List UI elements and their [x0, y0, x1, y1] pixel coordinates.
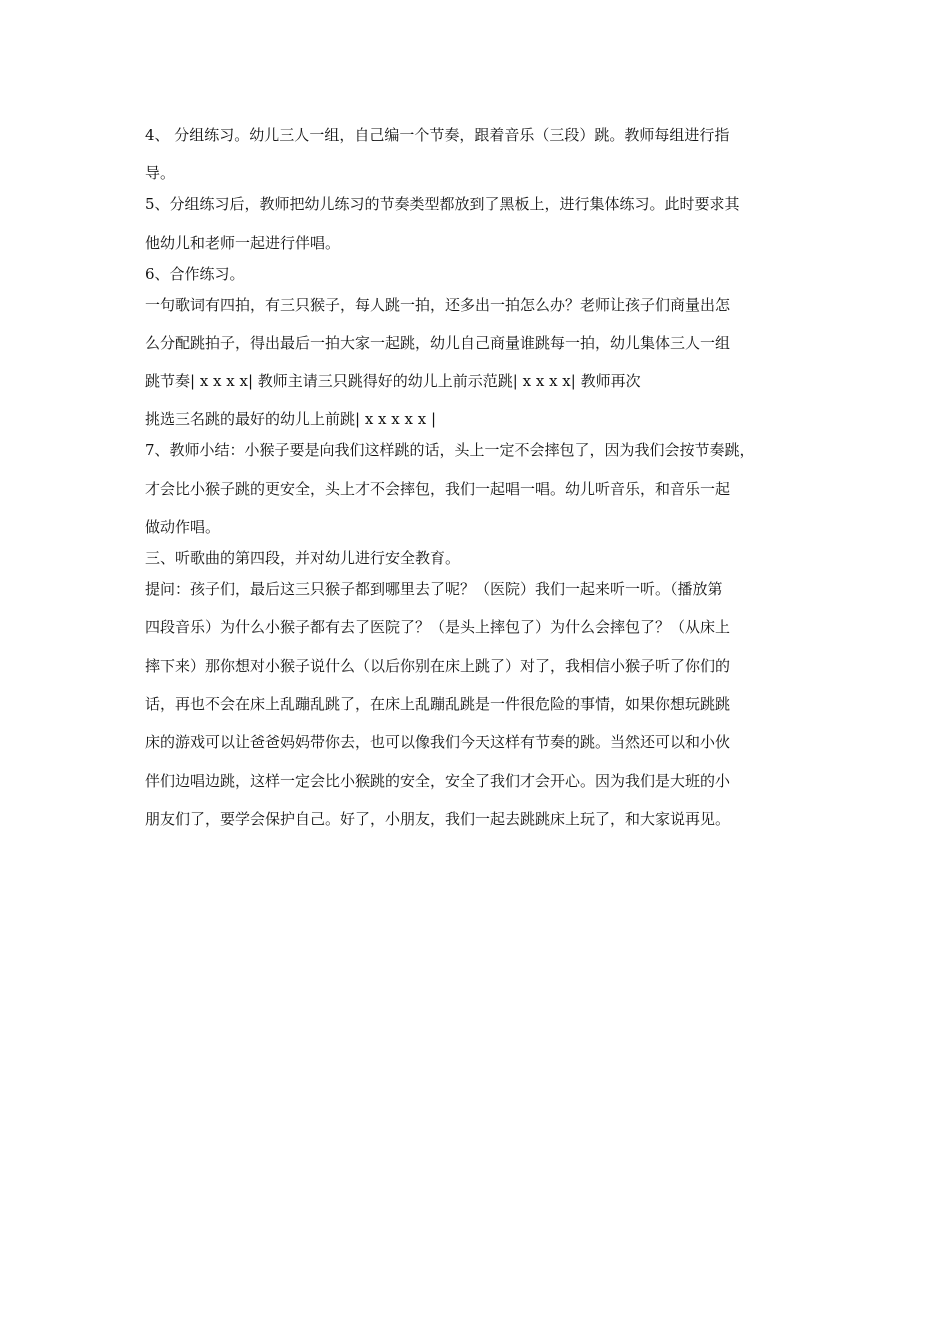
text-line: 床的游戏可以让爸爸妈妈带你去，也可以像我们今天这样有节奏的跳。当然还可以和小伙	[145, 733, 731, 752]
text-line: 话，再也不会在床上乱蹦乱跳了，在床上乱蹦乱跳是一件很危险的事情，如果你想玩跳跳	[145, 694, 731, 713]
text-line: 4、 分组练习。幼儿三人一组，自己编一个节奏，跟着音乐（三段）跳。教师每组进行指	[145, 126, 730, 144]
text-line: 5、分组练习后，教师把幼儿练习的节奏类型都放到了黑板上，进行集体练习。此时要求其	[145, 195, 740, 214]
text-line: 他幼儿和老师一起进行伴唱。	[145, 233, 341, 252]
text-line: 导。	[145, 164, 176, 183]
text-line: 提问：孩子们，最后这三只猴子都到哪里去了呢？（医院）我们一起来听一听。（播放第	[145, 580, 723, 599]
text-line: 朋友们了，要学会保护自己。好了，小朋友，我们一起去跳跳床上玩了，和大家说再见。	[145, 809, 731, 828]
text-line: 挑选三名跳的最好的幼儿上前跳| x x x x x |	[145, 410, 437, 429]
document-body	[145, 124, 820, 846]
text-line: 一句歌词有四拍，有三只猴子，每人跳一拍，还多出一拍怎么办？老师让孩子们商量出怎	[145, 295, 731, 314]
text-line: 三、听歌曲的第四段，并对幼儿进行安全教育。	[145, 549, 461, 568]
text-line: 跳节奏| x x x x| 教师主请三只跳得好的幼儿上前示范跳| x x x x| 教师再次	[145, 372, 641, 391]
text-line: 伴们边唱边跳，这样一定会比小猴跳的安全，安全了我们才会开心。因为我们是大班的小	[145, 771, 731, 790]
text-line: 7、教师小结：小猴子要是向我们这样跳的话，头上一定不会摔包了，因为我们会按节奏跳，	[145, 441, 755, 460]
text-line: 才会比小猴子跳的更安全，头上才不会摔包，我们一起唱一唱。幼儿听音乐，和音乐一起	[145, 479, 731, 498]
text-line: 四段音乐）为什么小猴子都有去了医院了？（是头上摔包了）为什么会摔包了？（从床上	[145, 618, 731, 637]
text-line: 么分配跳拍子，得出最后一拍大家一起跳，幼儿自己商量谁跳每一拍，幼儿集体三人一组	[145, 333, 731, 352]
text-line: 6、合作练习。	[145, 264, 245, 283]
text-line: 做动作唱。	[145, 518, 221, 537]
text-line: 摔下来）那你想对小猴子说什么（以后你别在床上跳了）对了，我相信小猴子听了你们的	[145, 656, 731, 675]
